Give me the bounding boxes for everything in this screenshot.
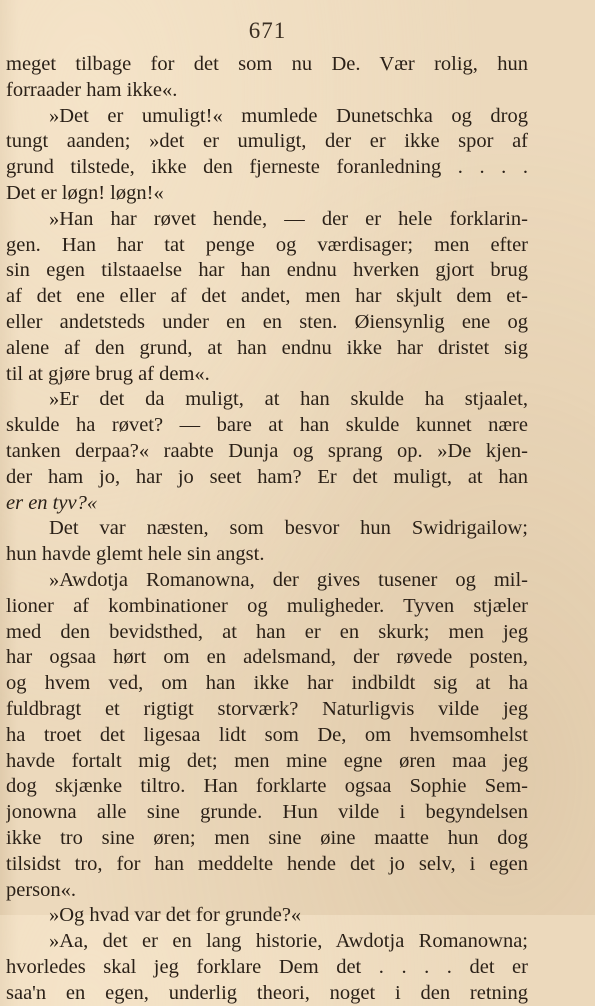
text-line bbox=[6, 491, 528, 517]
text-line-content: skulde ha røvet? — bare at han skulde kunnet nære bbox=[6, 414, 528, 437]
text-line bbox=[6, 310, 528, 336]
text-line bbox=[6, 594, 528, 620]
text-line bbox=[6, 258, 528, 284]
text-line-content: og hvem ved, om han ikke har indbildt sig at ha bbox=[6, 672, 528, 695]
text-line-content: person«. bbox=[6, 878, 77, 901]
text-line bbox=[6, 800, 528, 826]
text-line-content: alene af den grund, at han endnu ikke har dristet sig bbox=[6, 336, 528, 359]
text-line bbox=[6, 749, 528, 775]
text-line-content: dog skjænke tiltro. Han forklarte ogsaa Sophie Sem- bbox=[6, 775, 528, 798]
text-line bbox=[6, 568, 528, 594]
text-line bbox=[6, 387, 528, 413]
text-line-content: tungt aanden; »det er umuligt, der er ikke spor af bbox=[6, 130, 528, 153]
text-line-content: havde fortalt mig det; men mine egne øren maa jeg bbox=[6, 749, 528, 772]
text-line-content: til at gjøre brug af dem«. bbox=[6, 362, 210, 385]
text-line-content: Det var næsten, som besvor hun Swidrigailow; bbox=[49, 517, 528, 540]
text-line-content: hvorledes skal jeg forklare Dem det . . . . det er bbox=[6, 955, 528, 978]
text-line-content: er en tyv?« bbox=[6, 491, 98, 514]
text-line-content: »Aa, det er en lang historie, Awdotja Romanowna; bbox=[49, 930, 528, 953]
text-line-content: »Det er umuligt!« mumlede Dunetschka og drog bbox=[49, 104, 528, 127]
text-line bbox=[6, 155, 528, 181]
text-line-content: med den bevidsthed, at han er en skurk; men jeg bbox=[6, 620, 528, 643]
text-line bbox=[6, 362, 528, 388]
text-line-content: Det er løgn! løgn!« bbox=[6, 181, 164, 204]
text-line-content: meget tilbage for det som nu De. Vær rolig, hun bbox=[6, 53, 528, 75]
text-line bbox=[6, 955, 528, 981]
text-line-content: af det ene eller af det andet, men har skjult dem et- bbox=[6, 285, 528, 308]
text-line bbox=[6, 78, 528, 104]
text-line-content: »Han har røvet hende, — der er hele forklarin- bbox=[49, 207, 528, 230]
text-line bbox=[6, 233, 528, 259]
text-line-content: fuldbragt et rigtigt storværk? Naturligvis vilde jeg bbox=[6, 697, 528, 720]
text-line-content: grund tilstede, ikke den fjerneste foranledning . . . . bbox=[6, 156, 528, 179]
text-line bbox=[6, 903, 528, 929]
text-line-content: har ogsaa hørt om en adelsmand, der røvede posten, bbox=[6, 646, 528, 669]
text-line-content: sin egen tilstaaelse har han endnu hverken gjort brug bbox=[6, 259, 528, 282]
text-line-content: hun havde glemt hele sin angst. bbox=[6, 543, 265, 566]
text-line bbox=[6, 413, 528, 439]
text-line bbox=[6, 52, 528, 78]
text-line bbox=[6, 723, 528, 749]
text-line-content: jonowna alle sine grunde. Hun vilde i begyndelsen bbox=[6, 801, 528, 824]
text-line bbox=[6, 207, 528, 233]
text-line-content: »Awdotja Romanowna, der gives tusener og mil- bbox=[49, 568, 528, 591]
text-line-content: lioner af kombinationer og muligheder. Tyven stjæler bbox=[6, 594, 528, 617]
page-number: 671 bbox=[248, 18, 287, 43]
text-line bbox=[6, 878, 528, 904]
text-line bbox=[6, 181, 528, 207]
text-line bbox=[6, 439, 528, 465]
text-line bbox=[6, 852, 528, 878]
text-line-content: eller andetsteds under en en sten. Øiensynlig ene og bbox=[6, 310, 528, 333]
text-line bbox=[6, 542, 528, 568]
text-line bbox=[6, 671, 528, 697]
text-line-content: tanken derpaa?« raabte Dunja og sprang op. »De kjen- bbox=[6, 439, 528, 462]
text-line bbox=[6, 516, 528, 542]
text-line bbox=[6, 104, 528, 130]
text-line bbox=[6, 620, 528, 646]
text-line-content: saa'n en egen, underlig theori, noget i den retning bbox=[6, 981, 528, 1004]
text-line bbox=[6, 336, 528, 362]
text-line-content: gen. Han har tat penge og værdisager; men efter bbox=[6, 233, 528, 256]
text-line bbox=[6, 929, 528, 955]
text-line bbox=[6, 284, 528, 310]
text-line-content: ha troet det ligesaa lidt som De, om hvemsomhelst bbox=[6, 723, 528, 746]
text-line-content: tilsidst tro, for han meddelte hende det jo selv, i egen bbox=[6, 852, 528, 875]
text-line bbox=[6, 465, 528, 491]
text-line bbox=[6, 826, 528, 852]
text-line bbox=[6, 645, 528, 671]
text-line-content: »Og hvad var det for grunde?« bbox=[49, 904, 302, 927]
text-line-content: »Er det da muligt, at han skulde ha stjaalet, bbox=[49, 388, 528, 411]
text-line bbox=[6, 981, 528, 1006]
text-line bbox=[6, 129, 528, 155]
text-line-content: der ham jo, har jo seet ham? Er det muligt, at han bbox=[6, 465, 528, 488]
text-line bbox=[6, 697, 528, 723]
text-line-content: forraader ham ikke«. bbox=[6, 78, 178, 101]
text-line-content: ikke tro sine øren; men sine øine maatte hun dog bbox=[6, 826, 528, 849]
body-text bbox=[6, 52, 528, 1006]
text-line bbox=[6, 774, 528, 800]
